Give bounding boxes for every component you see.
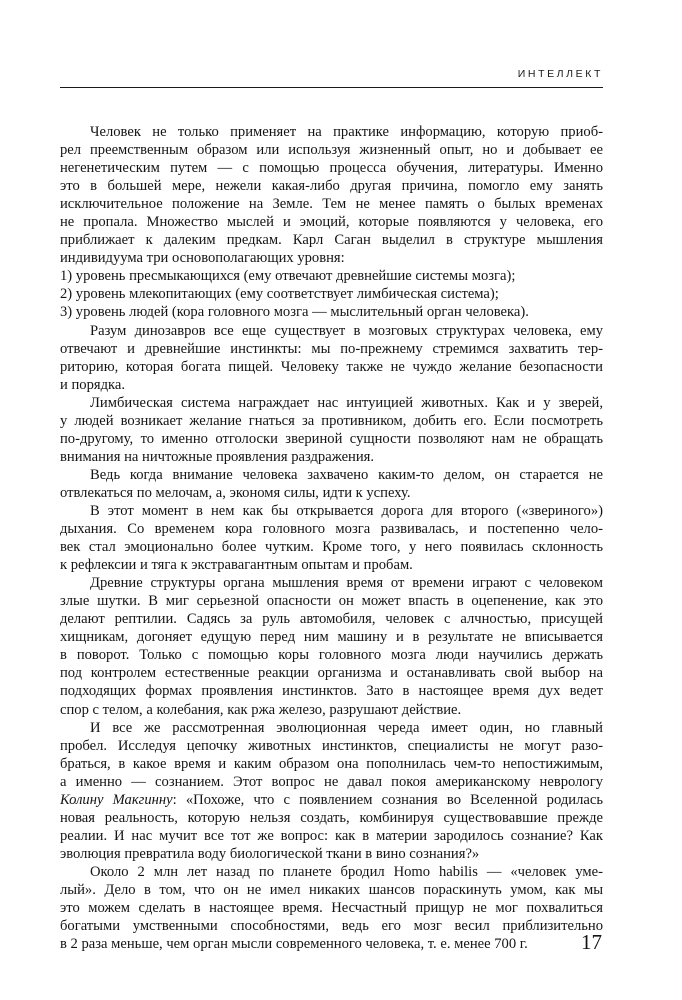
text-line: по-другому, то именно отголоски звериной сущности позволяют нам не обращать xyxy=(60,430,603,447)
text-line: Лимбическая система награждает нас интуицией животных. Как и у зверей, xyxy=(90,394,603,411)
header-rule xyxy=(60,87,603,88)
text-line: В этот момент в нем как бы открывается дорога для второго («звериного») xyxy=(90,502,603,519)
running-head: ИНТЕЛЛЕКТ xyxy=(517,68,603,80)
text-line: Древние структуры органа мышления время от времени играют с человеком xyxy=(90,575,603,592)
text-line: Около 2 млн лет назад по планете бродил Homo habilis — «человек уме- xyxy=(90,863,603,880)
text-line: отвечают и древнейшие инстинкты: мы по-прежнему стремимся захватить тер- xyxy=(60,340,603,357)
text-line: новая реальность, которую нельзя создать, комбинируя существовавшие прежде xyxy=(60,809,603,826)
text-line: подходящих формах проявления инстинктов. Зато в настоящее время дух ведет xyxy=(60,683,603,700)
text-line: рел преемственным образом или используя жизненный опыт, но и добывает ее xyxy=(60,142,603,159)
text-line: спор с телом, а колебания, как ржа железо, разрушают действие. xyxy=(60,701,462,718)
emphasized-name: Колину Макгинну xyxy=(60,791,173,808)
text-line: приближает к далеким предкам. Карл Саган выделил в структуре мышления xyxy=(60,232,603,249)
text-line: эволюция превратила воду биологической ткани в вино сознания?» xyxy=(60,845,480,862)
text-line: пробел. Исследуя цепочку животных инстинктов, специалисты не могут разо- xyxy=(60,737,603,754)
text-line: хищникам, догоняет едущую перед ним машину и в результате не вписывается xyxy=(60,629,603,646)
text-line: век стал эмоционально более чутким. Кроме того, у него появилась склонность xyxy=(60,539,603,556)
text-line: под контролем естественные реакции организма и останавливать свой выбор на xyxy=(60,665,603,682)
page-number: 17 xyxy=(581,930,602,954)
text-line: Ведь когда внимание человека захвачено каким-то делом, он старается не xyxy=(90,466,603,483)
text-line: И все же рассмотренная эволюционная череда имеет один, но главный xyxy=(90,719,603,736)
text-line: лый». Дело в том, что он не имел никаких шансов пораскинуть умом, как мы xyxy=(60,881,603,898)
list-item: 1) уровень пресмыкающихся (ему отвечают древнейшие системы мозга); xyxy=(60,268,516,285)
text-line: у людей возникает желание гнаться за противником, добить его. Если посмотреть xyxy=(60,412,603,429)
text-line: это можем сделать в настоящее время. Несчастный прищур не мог похвалиться xyxy=(60,900,603,917)
text-line: делают рептилии. Садясь за руль автомобиля, человек с алчностью, присущей xyxy=(60,611,603,628)
text-line: Человек не только применяет на практике информацию, которую приоб- xyxy=(90,124,603,140)
text-line: а именно — сознанием. Этот вопрос не давал покоя американскому неврологу xyxy=(60,773,603,790)
text-line-with-emphasis: Колину Макгинну: «Похоже, что с появлением сознания во Вселенной родилась xyxy=(60,791,603,808)
body-text xyxy=(60,123,603,953)
text-line: в поворот. Только с помощью коры головного мозга люди научились держать xyxy=(60,647,603,664)
text-line: злые шутки. В миг серьезной опасности он может впасть в оцепенение, как это xyxy=(60,593,603,610)
text-line: к рефлексии и тяга к экстравагантным опытам и пробам. xyxy=(60,557,413,574)
text-line: и порядка. xyxy=(60,376,125,393)
text-line: дыхания. Со временем кора головного мозга развивалась, и постепенно чело- xyxy=(60,521,603,538)
text-line: негенетическим путем — с помощью процесса обучения, литературы. Именно xyxy=(60,160,603,177)
text-line: исключительное положение на Земле. Тем не менее память о былых временах xyxy=(60,196,603,213)
text-line: внимания на ничтожные проявления раздражения. xyxy=(60,448,375,465)
list-item: 2) уровень млекопитающих (ему соответствует лимбическая система); xyxy=(60,286,499,303)
list-item: 3) уровень людей (кора головного мозга — мыслительный орган человека). xyxy=(60,304,529,321)
text-line: это в большей мере, нежели какая-либо другая причина, помогло ему занять xyxy=(60,178,603,195)
text-line: отвлекаться по мелочам, а, экономя силы, идти к успеху. xyxy=(60,484,411,501)
quote-start: «Похоже, что с появлением сознания во Вселенной родилась xyxy=(185,791,603,808)
text-line: не пропала. Множество мыслей и эмоций, которые появляются у человека, его xyxy=(60,214,603,231)
text-line: реалии. И нас мучит все тот же вопрос: как в материи зародилось сознание? Как xyxy=(60,827,603,844)
text-line: богатыми умственными способностями, ведь его мозг весил приблизительно xyxy=(60,918,603,935)
text-line: риторию, которая богата пищей. Человеку также не чуждо желание безопасности xyxy=(60,358,603,375)
text-line: браться, в какое время и каким образом она пополнилась чем-то непостижимым, xyxy=(60,755,603,772)
text-line: Разум динозавров все еще существует в мозговых структурах человека, ему xyxy=(90,322,603,339)
text-line: в 2 раза меньше, чем орган мысли современного человека, т. е. менее 700 г. xyxy=(60,936,528,953)
text-line: индивидуума три основополагающих уровня: xyxy=(60,250,345,267)
